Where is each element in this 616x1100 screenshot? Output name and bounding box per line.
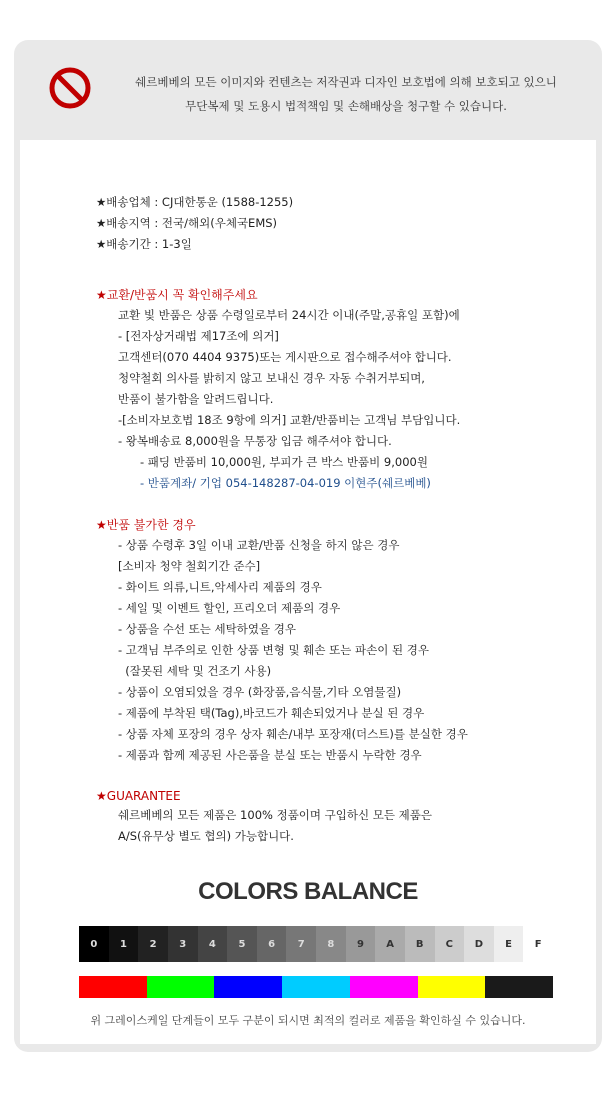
gray-swatch-8: 8: [316, 926, 346, 962]
star-icon: ★: [96, 789, 107, 803]
exchange-line: - 왕복배송료 8,000원을 무통장 입금 해주셔야 합니다.: [118, 434, 392, 448]
gray-swatch-A: A: [375, 926, 405, 962]
no-return-title: [96, 516, 468, 533]
exchange-section: [96, 286, 460, 494]
no-return-line: - 제품과 함께 제공된 사은품을 분실 또는 반품시 누락한 경우: [118, 748, 422, 762]
return-account-line: - 반품계좌/ 기업 054-148287-04-019 이현주(쉐르베베): [140, 476, 431, 490]
color-swatch-6: [485, 976, 553, 998]
shipping-company: ★배송업체 : CJ대한통운 (1588-1255): [96, 195, 294, 209]
no-return-line: - 화이트 의류,니트,악세사리 제품의 경우: [118, 580, 322, 594]
no-return-line: - 고객님 부주의로 인한 상품 변형 및 훼손 또는 파손이 된 경우: [118, 643, 429, 657]
exchange-line: -[소비자보호법 18조 9항에 의거] 교환/반품비는 고객님 부담입니다.: [118, 413, 461, 427]
return-fee-line: - 패딩 반품비 10,000원, 부피가 큰 박스 반품비 9,000원: [140, 455, 428, 469]
policy-panel: [20, 140, 596, 1044]
section-title-text: 반품 불가한 경우: [106, 518, 196, 532]
guarantee-line: A/S(유무상 별도 협의) 가능합니다.: [118, 829, 294, 843]
gray-swatch-B: B: [405, 926, 435, 962]
gray-swatch-C: C: [435, 926, 465, 962]
prohibited-icon: [48, 66, 92, 110]
notice-line: 무단복제 및 도용시 법적책임 및 손해배상을 청구할 수 있습니다.: [185, 99, 507, 113]
gray-swatch-6: 6: [257, 926, 287, 962]
gray-swatch-F: F: [523, 926, 553, 962]
no-return-line: - 상품 수령후 3일 이내 교환/반품 신청을 하지 않은 경우: [118, 538, 400, 552]
shipping-info: [96, 192, 293, 255]
gray-swatch-1: 1: [109, 926, 139, 962]
notice-line: 쉐르베베의 모든 이미지와 컨텐츠는 저작권과 디자인 보호법에 의해 보호되고 있으니: [135, 75, 557, 89]
color-swatch-4: [350, 976, 418, 998]
color-swatch-1: [147, 976, 215, 998]
colors-balance-title: COLORS BALANCE: [198, 878, 418, 905]
star-icon: ★: [96, 518, 107, 532]
exchange-line: - [전자상거래법 제17조에 의거]: [118, 329, 279, 343]
grayscale-strip: [79, 926, 553, 962]
no-return-line: - 상품을 수선 또는 세탁하였을 경우: [118, 622, 296, 636]
star-icon: ★: [96, 288, 107, 302]
no-return-line: - 제품에 부착된 택(Tag),바코드가 훼손되었거나 분실 된 경우: [118, 706, 425, 720]
content-frame: [14, 40, 602, 1052]
copyright-text: [108, 70, 584, 118]
gray-swatch-5: 5: [227, 926, 257, 962]
no-return-line: - 세일 및 이벤트 할인, 프리오더 제품의 경우: [118, 601, 341, 615]
shipping-period: ★배송기간 : 1-3일: [96, 237, 192, 251]
gray-swatch-9: 9: [346, 926, 376, 962]
exchange-line: 고객센터(070 4404 9375)또는 게시판으로 접수해주셔야 합니다.: [118, 350, 452, 364]
no-return-section: [96, 516, 468, 766]
shipping-area: ★배송지역 : 전국/해외(우체국EMS): [96, 216, 278, 230]
no-return-line: - 상품이 오염되었을 경우 (화장품,음식물,기타 오염물질): [118, 685, 402, 699]
guarantee-line: 쉐르베베의 모든 제품은 100% 정품이며 구입하신 모든 제품은: [118, 808, 432, 822]
gray-swatch-3: 3: [168, 926, 198, 962]
guarantee-section: [96, 789, 432, 847]
exchange-line: 교환 빛 반품은 상품 수령일로부터 24시간 이내(주말,공휴일 포함)에: [118, 308, 460, 322]
exchange-line: 반품이 불가함을 알려드립니다.: [118, 392, 274, 406]
exchange-title: [96, 286, 460, 303]
no-return-line: (잘못된 세탁 및 건조기 사용): [118, 664, 272, 678]
gray-swatch-D: D: [464, 926, 494, 962]
color-swatch-0: [79, 976, 147, 998]
colors-note: 위 그레이스케일 단계들이 모두 구분이 되시면 최적의 컬러로 제품을 확인하실 수 있습니다.: [90, 1014, 526, 1027]
gray-swatch-2: 2: [138, 926, 168, 962]
section-title-text: GUARANTEE: [106, 789, 181, 803]
gray-swatch-E: E: [494, 926, 524, 962]
copyright-notice: [14, 40, 602, 140]
section-title-text: 교환/반품시 꼭 확인해주세요: [106, 288, 258, 302]
color-swatch-5: [418, 976, 486, 998]
gray-swatch-0: 0: [79, 926, 109, 962]
color-swatch-2: [214, 976, 282, 998]
exchange-line: 청약철회 의사를 밝히지 않고 보내신 경우 자동 수취거부되며,: [118, 371, 425, 385]
color-strip: [79, 976, 553, 998]
color-swatch-3: [282, 976, 350, 998]
guarantee-title: [96, 789, 432, 803]
gray-swatch-4: 4: [198, 926, 228, 962]
no-return-line: - 상품 자체 포장의 경우 상자 훼손/내부 포장재(더스트)를 분실한 경우: [118, 727, 468, 741]
no-return-line: [소비자 청약 철회기간 준수]: [118, 559, 261, 573]
gray-swatch-7: 7: [286, 926, 316, 962]
